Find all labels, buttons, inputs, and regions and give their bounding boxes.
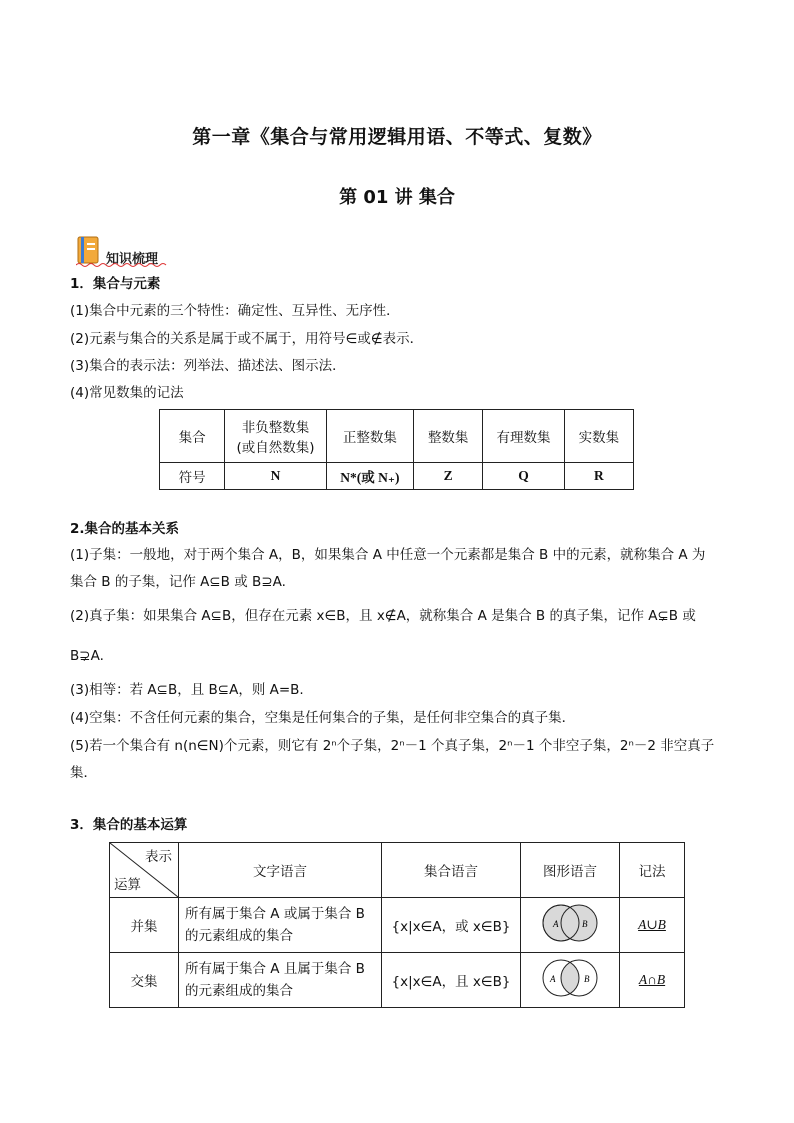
- wavy-underline: [76, 262, 168, 268]
- venn-label-a: A: [553, 919, 559, 929]
- section-1-heading: 1．集合与元素: [70, 276, 161, 292]
- paragraph: 集．: [70, 765, 97, 781]
- section-3-heading: 3．集合的基本运算: [70, 817, 188, 833]
- table-cell: Z: [414, 463, 483, 490]
- table-cell: {x|x∈A，或 x∈B}: [382, 898, 521, 953]
- paragraph: (1)子集：一般地，对于两个集合 A，B，如果集合 A 中任意一个元素都是集合 B 中的元素，就称集合 A 为: [70, 547, 706, 563]
- table-header-cell: 实数集: [564, 410, 633, 463]
- chapter-title: 第一章《集合与常用逻辑用语、不等式、复数》: [192, 126, 602, 148]
- paragraph: (5)若一个集合有 n(n∈N)个元素，则它有 2ⁿ个子集，2ⁿ－1 个真子集，2ⁿ－1 个非空子集，2ⁿ－2 非空真子: [70, 738, 715, 754]
- venn-union-cell: [521, 898, 620, 953]
- paragraph: (2)元素与集合的关系是属于或不属于，用符号∈或∉表示．: [70, 331, 424, 347]
- paragraph: (3)相等：若 A⊆B，且 B⊆A，则 A=B.: [70, 682, 304, 698]
- diagonal-header-cell: [110, 843, 179, 898]
- section-2-heading: 2.集合的基本关系: [70, 521, 180, 537]
- paragraph: (4)空集：不含任何元素的集合，空集是任何集合的子集，是任何非空集合的真子集．: [70, 710, 576, 726]
- table-row-label: 符号: [160, 463, 225, 490]
- table-row-label: 并集: [110, 898, 179, 953]
- table-header-cell: 记法: [620, 843, 685, 898]
- paragraph: B⊋A.: [70, 648, 104, 664]
- corner-bottom-label: 运算: [114, 877, 141, 893]
- table-header-cell: 有理数集: [483, 410, 564, 463]
- table-header-cell: [225, 410, 326, 463]
- table-header-cell: 正整数集: [326, 410, 413, 463]
- paragraph: (4)常见数集的记法: [70, 385, 184, 401]
- cell-line: 的元素组成的集合: [185, 928, 293, 944]
- paragraph: (2)真子集：如果集合 A⊆B，但存在元素 x∈B，且 x∉A，就称集合 A 是集合 B 的真子集，记作 A⊊B 或: [70, 608, 696, 624]
- paragraph: (1)集合中元素的三个特性：确定性、互异性、无序性．: [70, 303, 400, 319]
- table-cell: {x|x∈A，且 x∈B}: [382, 953, 521, 1008]
- notation-cell: A∩B: [620, 953, 685, 1008]
- table-cell: N*(或 N₊): [326, 463, 413, 490]
- paragraph: 集合 B 的子集，记作 A⊆B 或 B⊇A.: [70, 574, 286, 590]
- table-cell: [179, 898, 382, 953]
- table-header-cell: 集合: [160, 410, 225, 463]
- table-header-cell: 整数集: [414, 410, 483, 463]
- paragraph: (3)集合的表示法：列举法、描述法、图示法．: [70, 358, 346, 374]
- table-cell: [179, 953, 382, 1008]
- number-sets-table: [159, 409, 634, 490]
- set-operations-table: [109, 842, 685, 1008]
- venn-label-a: A: [550, 974, 556, 984]
- venn-union-diagram: [535, 901, 605, 945]
- table-header-cell: 图形语言: [521, 843, 620, 898]
- notation-cell: A∪B: [620, 898, 685, 953]
- table-cell: R: [564, 463, 633, 490]
- corner-top-label: 表示: [145, 849, 172, 865]
- venn-label-b: B: [582, 919, 588, 929]
- table-header-cell: 集合语言: [382, 843, 521, 898]
- cell-line: 所有属于集合 A 且属于集合 B: [185, 961, 365, 977]
- cell-line: 所有属于集合 A 或属于集合 B: [185, 906, 365, 922]
- venn-intersection-cell: [521, 953, 620, 1008]
- header-line: 非负整数集: [241, 420, 310, 436]
- table-cell: N: [225, 463, 326, 490]
- table-cell: Q: [483, 463, 564, 490]
- header-line: (或自然数集): [236, 440, 315, 456]
- lesson-title: 第 01 讲 集合: [339, 187, 455, 208]
- table-row-label: 交集: [110, 953, 179, 1008]
- cell-line: 的元素组成的集合: [185, 983, 293, 999]
- venn-label-b: B: [584, 974, 590, 984]
- knowledge-label: 知识梳理: [106, 252, 159, 267]
- table-header-cell: 文字语言: [179, 843, 382, 898]
- venn-intersection-diagram: [535, 956, 605, 1000]
